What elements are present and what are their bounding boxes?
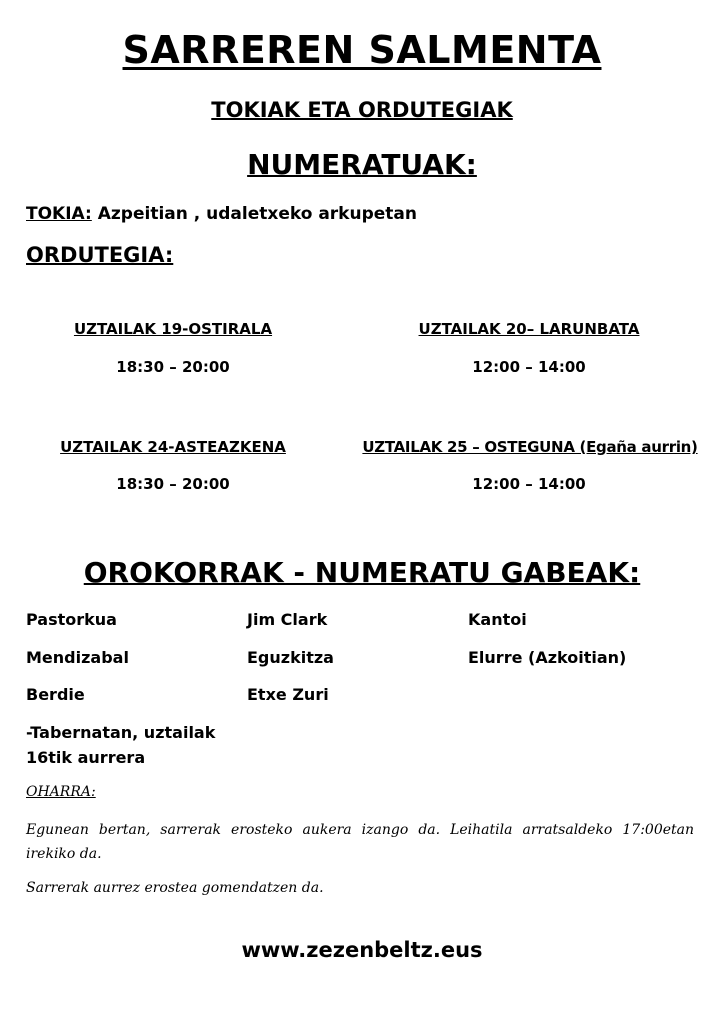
location-item: Jim Clark [247,610,328,629]
slot-time: 12:00 – 14:00 [472,475,586,493]
location-item: Elurre (Azkoitian) [468,648,627,667]
note-label: OHARRA: [26,784,96,800]
sub-title: TOKIAK ETA ORDUTEGIAK [211,98,513,122]
slot-time: 18:30 – 20:00 [116,358,230,376]
numbered-heading: NUMERATUAK: [247,148,477,181]
schedule-heading: ORDUTEGIA: [26,243,174,267]
slot-time: 12:00 – 14:00 [472,358,586,376]
slot-day: UZTAILAK 20– LARUNBATA [418,320,640,338]
location-item: Kantoi [468,610,527,629]
place-line [26,204,417,224]
website-link[interactable]: www.zezenbeltz.eus [241,938,483,962]
slot-day: UZTAILAK 25 – OSTEGUNA (Egaña aurrin) [362,438,698,456]
note-line: Sarrerak aurrez erostea gomendatzen da. [26,880,324,896]
location-item: Etxe Zuri [247,685,329,704]
tabernas-note: -Tabernatan, uztailak 16tik aurrera [26,723,216,767]
place-value: Azpeitian , udaletxeko arkupetan [91,204,417,224]
note-line: Egunean bertan, sarrerak erosteko aukera izango da. Leihatila arratsaldeko 17:00etan irekiko da. [26,822,694,862]
slot-time: 18:30 – 20:00 [116,475,230,493]
location-item: Mendizabal [26,648,129,667]
location-item: Eguzkitza [247,648,334,667]
slot-day: UZTAILAK 19-OSTIRALA [73,320,273,338]
slot-day: UZTAILAK 24-ASTEAZKENA [60,438,286,456]
place-label: TOKIA: [26,204,92,224]
main-title: SARREREN SALMENTA [122,28,602,72]
location-item: Berdie [26,685,85,704]
general-heading: OROKORRAK - NUMERATU GABEAK: [83,556,641,589]
location-item: Pastorkua [26,610,117,629]
